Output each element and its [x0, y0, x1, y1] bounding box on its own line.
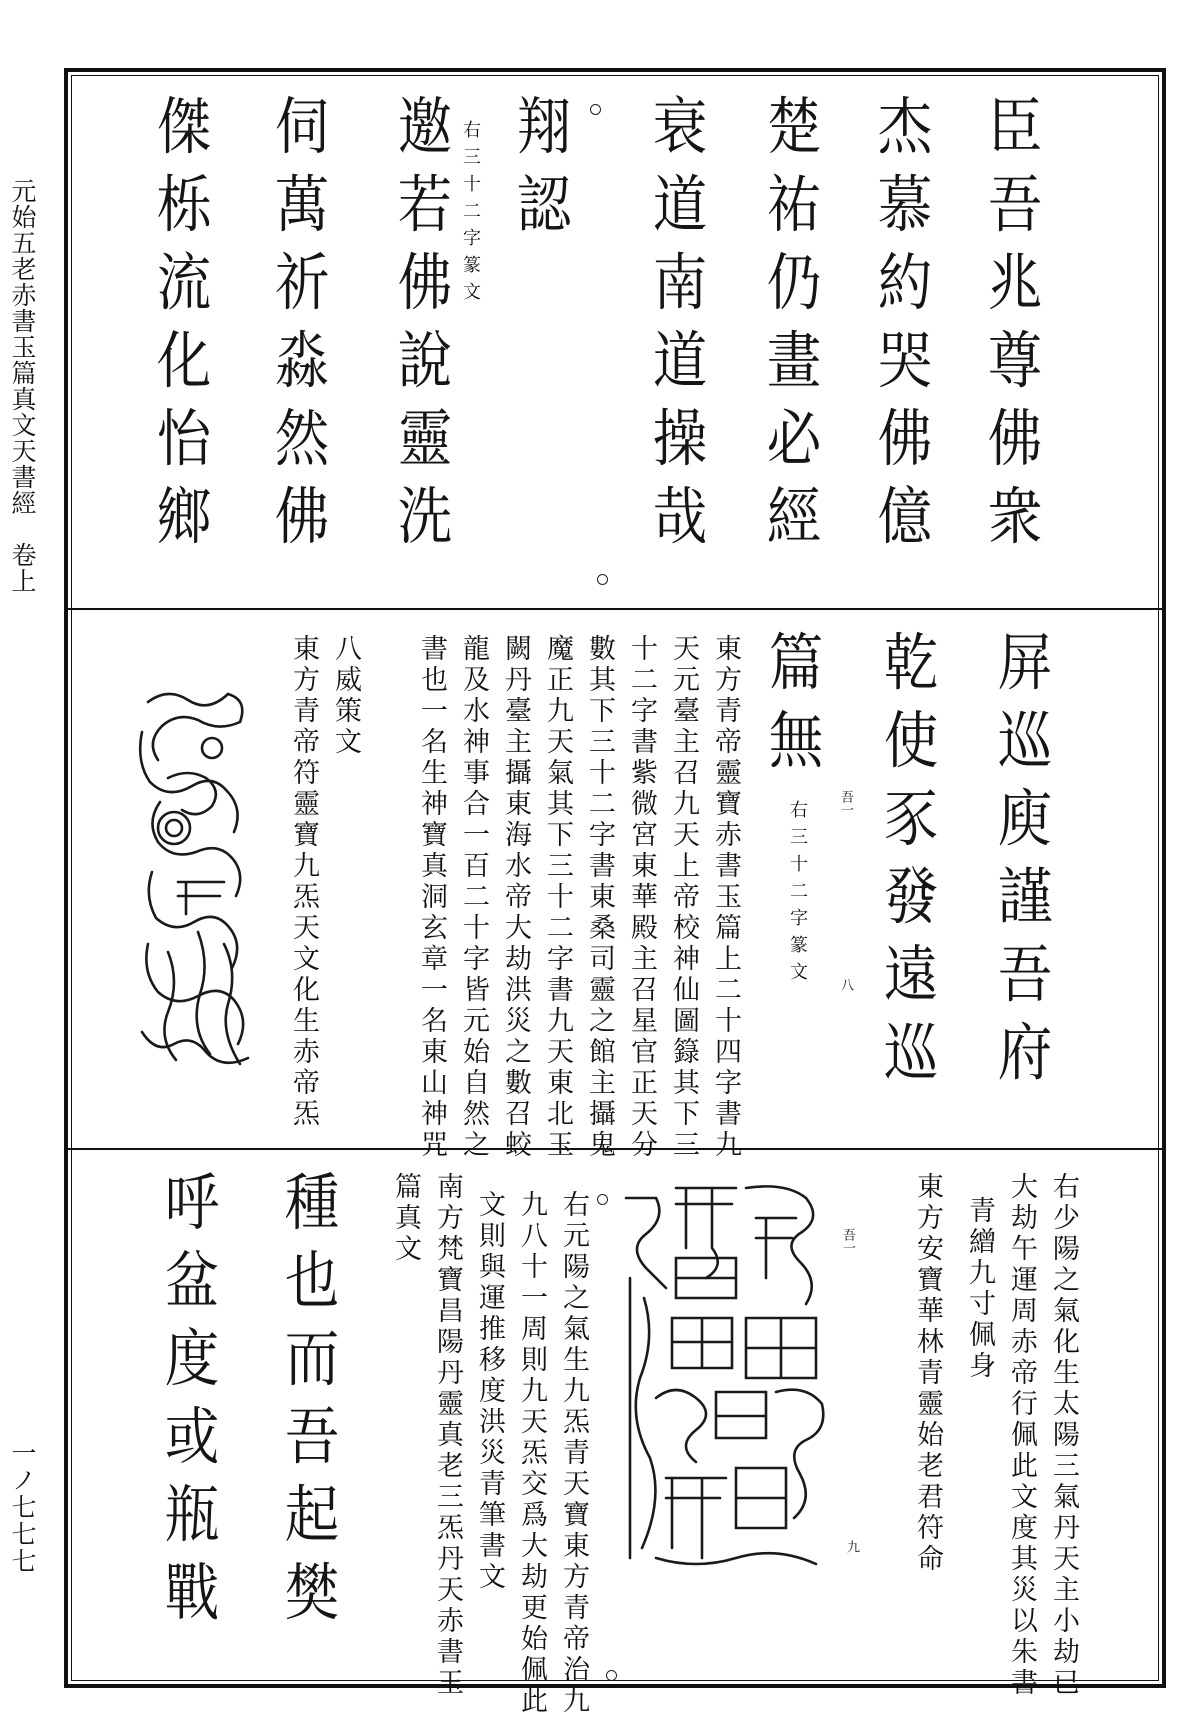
text-column: 書也一名生神寶真洞玄章一名東山神咒 — [416, 634, 447, 1161]
seal-column — [150, 1166, 234, 1640]
seal-glyph: 也 — [284, 1244, 340, 1317]
seal-glyph: 栎 — [156, 168, 212, 241]
section-divider-2 — [68, 1148, 1162, 1150]
seal-glyph: 吾 — [987, 168, 1043, 241]
talisman-mark: 吾一 — [840, 1228, 855, 1254]
seal-glyph: 庾 — [997, 782, 1053, 855]
text-column: 青繒九寸佩身 — [964, 1196, 995, 1382]
seal-glyph: 瓶 — [164, 1478, 220, 1551]
seal-glyph: 衰 — [652, 90, 708, 163]
seal-glyph: 若 — [397, 168, 453, 241]
seal-glyph: 慕 — [877, 168, 933, 241]
seal-glyph: 哭 — [877, 324, 933, 397]
seal-glyph: 約 — [877, 246, 933, 319]
seal-glyph: 巡 — [883, 1016, 939, 1089]
seal-glyph: 祈 — [274, 246, 330, 319]
talisman-seal — [616, 1178, 836, 1578]
talisman-caption: 東方青帝符靈寶九炁天文化生赤帝炁 — [288, 634, 319, 1130]
seal-glyph: 畫 — [766, 324, 822, 397]
seal-glyph: 府 — [997, 1016, 1053, 1089]
seal-glyph: 或 — [164, 1400, 220, 1473]
seal-glyph: 認 — [516, 168, 572, 241]
seal-glyph: 淼 — [274, 324, 330, 397]
text-column: 篇真文 — [390, 1172, 421, 1265]
seal-glyph: 杰 — [877, 90, 933, 163]
seal-column — [869, 626, 953, 1100]
section-divider-1 — [68, 608, 1162, 610]
text-column: 東方安寶華林青靈始老君符命 — [912, 1172, 943, 1575]
seal-glyph: 乾 — [883, 626, 939, 699]
seal-glyph: 呼 — [164, 1166, 220, 1239]
seal-column — [863, 90, 947, 564]
seal-glyph: 兆 — [987, 246, 1043, 319]
seal-glyph: 南 — [652, 246, 708, 319]
seal-glyph: 怡 — [156, 402, 212, 475]
circle-mark — [590, 104, 601, 115]
text-column: 魔正九天氣其下三十二字書九天東北玉 — [542, 634, 573, 1161]
seal-glyph: 傑 — [156, 90, 212, 163]
seal-column — [142, 90, 226, 564]
seal-column — [270, 1166, 354, 1640]
text-column: 天元臺主召九天上帝校神仙圖籙其下三 — [668, 634, 699, 1161]
text-column: 十二字書紫微宮東華殿主召星官正天分 — [626, 634, 657, 1161]
seal-column — [754, 626, 838, 788]
text-column: 數其下三十二字書東桑司靈之館主攝鬼 — [584, 634, 615, 1161]
seal-glyph: 尊 — [987, 324, 1043, 397]
seal-glyph: 流 — [156, 246, 212, 319]
seal-glyph: 仍 — [766, 246, 822, 319]
margin-book-title: 元始五老赤書玉篇真文天書經 卷上 — [8, 178, 37, 594]
text-column: 龍及水神事合一百二十字皆元始自然之 — [458, 634, 489, 1161]
seal-glyph: 種 — [284, 1166, 340, 1239]
seal-glyph: 吾 — [997, 938, 1053, 1011]
seal-glyph: 佛 — [877, 402, 933, 475]
seal-glyph: 起 — [284, 1478, 340, 1551]
seal-glyph: 道 — [652, 168, 708, 241]
talisman-mark: 九 — [844, 1540, 859, 1553]
seal-glyph: 邀 — [397, 90, 453, 163]
seal-glyph: 發 — [883, 860, 939, 933]
seal-glyph: 萬 — [274, 168, 330, 241]
mark-top: 吾一 — [838, 790, 853, 816]
text-column: 右元陽之氣生九炁青天寶東方青帝治九 — [558, 1190, 589, 1717]
seal-glyph: 佛 — [397, 246, 453, 319]
text-column: 東方青帝靈寶赤書玉篇上二十四字書九 — [710, 634, 741, 1161]
circle-mark — [597, 574, 608, 585]
seal-glyph: 巡 — [997, 704, 1053, 777]
seal-glyph: 翔 — [516, 90, 572, 163]
text-column: 大劫午運周赤帝行佩此文度其災以朱書 — [1006, 1172, 1037, 1699]
seal-glyph: 靈 — [397, 402, 453, 475]
seal-column — [973, 90, 1057, 564]
seal-glyph: 道 — [652, 324, 708, 397]
seal-glyph: 盆 — [164, 1244, 220, 1317]
text-column: 闕丹臺主攝東海水帝大劫洪災之數召蛟 — [500, 634, 531, 1161]
seal-glyph: 而 — [284, 1322, 340, 1395]
seal-column — [638, 90, 722, 564]
circle-mark — [597, 1194, 608, 1205]
seal-glyph: 楚 — [766, 90, 822, 163]
seal-glyph: 說 — [397, 324, 453, 397]
text-column: 右少陽之氣化生太陽三氣丹天主小劫已 — [1048, 1172, 1079, 1699]
seal-column — [502, 90, 586, 252]
mark-bottom: 八 — [838, 978, 853, 991]
seal-glyph: 佛 — [987, 402, 1043, 475]
seal-glyph: 謹 — [997, 860, 1053, 933]
seal-glyph: 遠 — [883, 938, 939, 1011]
circle-mark — [606, 1670, 617, 1681]
text-column: 南方梵寶昌陽丹靈真老三炁丹天赤書玉 — [432, 1172, 463, 1699]
seal-glyph: 鄉 — [156, 480, 212, 553]
seal-glyph: 衆 — [987, 480, 1043, 553]
text-column: 九八十一周則九天炁交爲大劫更始佩此 — [516, 1190, 547, 1717]
talisman-seal — [128, 682, 268, 1082]
seal-glyph: 操 — [652, 402, 708, 475]
seal-glyph: 佛 — [274, 480, 330, 553]
seal-glyph: 吾 — [284, 1400, 340, 1473]
seal-glyph: 度 — [164, 1322, 220, 1395]
seal-glyph: 使 — [883, 704, 939, 777]
seal-glyph: 經 — [766, 480, 822, 553]
seal-glyph: 屏 — [997, 626, 1053, 699]
seal-glyph: 化 — [156, 324, 212, 397]
seal-glyph: 哉 — [652, 480, 708, 553]
seal-glyph: 戰 — [164, 1556, 220, 1629]
seal-column — [983, 626, 1067, 1100]
seal-glyph: 祐 — [766, 168, 822, 241]
seal-column — [752, 90, 836, 564]
seal-glyph: 必 — [766, 402, 822, 475]
seal-column — [260, 90, 344, 564]
seal-glyph: 然 — [274, 402, 330, 475]
seal-glyph: 億 — [877, 480, 933, 553]
text-column: 文則與運推移度洪災青筆書文 — [474, 1190, 505, 1593]
seal-column — [383, 90, 467, 564]
seal-glyph: 豕 — [883, 782, 939, 855]
seal-caption: 右三十二字篆文 — [460, 120, 481, 309]
seal-glyph: 伺 — [274, 90, 330, 163]
seal-glyph: 洗 — [397, 480, 453, 553]
margin-page-number: 一ノ七七七 — [8, 1440, 37, 1575]
seal-glyph: 臣 — [987, 90, 1043, 163]
seal-glyph: 篇 — [768, 626, 824, 699]
seal-glyph: 樊 — [284, 1556, 340, 1629]
seal-caption: 右三十二字篆文 — [787, 800, 808, 989]
seal-glyph: 無 — [768, 704, 824, 777]
section-heading: 八威策文 — [330, 634, 361, 758]
